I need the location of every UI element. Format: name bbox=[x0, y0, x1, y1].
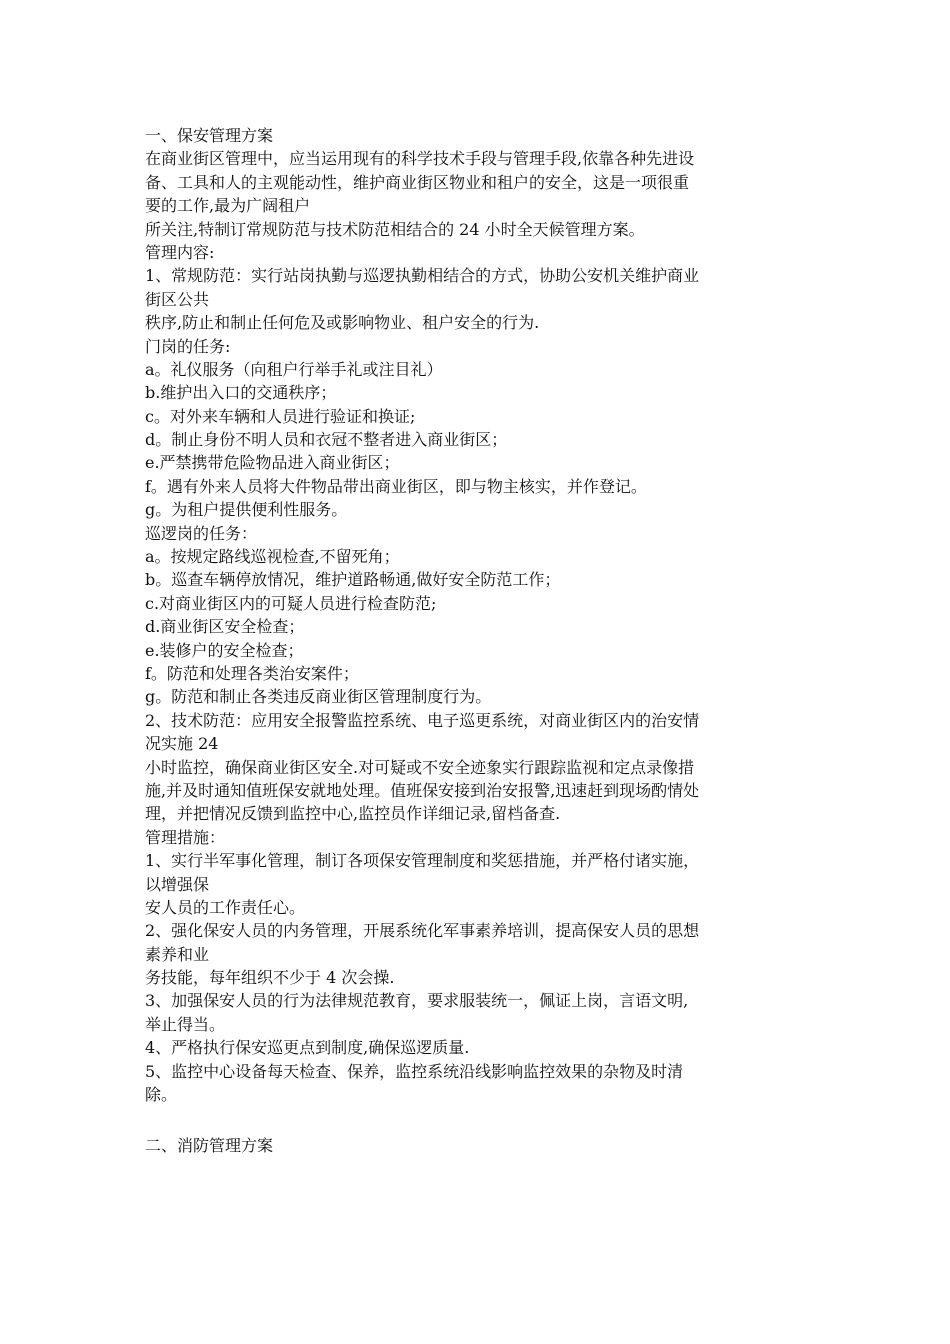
text-line: g。防范和制止各类违反商业街区管理制度行为。 bbox=[145, 687, 492, 707]
text-line: 巡逻岗的任务： bbox=[145, 523, 258, 543]
text-line: e.装修户的安全检查； bbox=[145, 640, 304, 660]
text-line: 施,并及时通知值班保安就地处理。值班保安接到治安报警,迅速赶到现场酌情处 bbox=[145, 780, 700, 800]
text-line: 管理内容: bbox=[145, 242, 215, 262]
text-line: 理，并把情况反馈到监控中心,监控员作详细记录,留档备查. bbox=[145, 804, 561, 824]
text-line: 管理措施： bbox=[145, 827, 226, 847]
section-heading: 一、保安管理方案 bbox=[145, 126, 274, 145]
text-line: b。巡查车辆停放情况，维护道路畅通,做好安全防范工作； bbox=[145, 570, 561, 590]
text-line: 街区公共 bbox=[145, 289, 210, 309]
text-line: 1、实行半军事化管理，制订各项保安管理制度和奖惩措施，并严格付诸实施， bbox=[145, 851, 700, 871]
text-line: 安人员的工作责任心。 bbox=[145, 897, 306, 917]
text-line: 要的工作,最为广阔租户 bbox=[145, 196, 311, 216]
text-line: 素养和业 bbox=[145, 944, 210, 964]
text-line: 除。 bbox=[145, 1085, 178, 1105]
text-line: 门岗的任务: bbox=[145, 336, 231, 356]
text-line: 况实施 24 bbox=[145, 734, 219, 754]
text-line: 5、监控中心设备每天检查、保养，监控系统沿线影响监控效果的杂物及时清 bbox=[145, 1061, 684, 1081]
text-line: 所关注,特制订常规防范与技术防范相结合的 24 小时全天候管理方案。 bbox=[145, 219, 645, 239]
text-line: 秩序,防止和制止任何危及或影响物业、租户安全的行为. bbox=[145, 313, 540, 333]
text-line: 以增强保 bbox=[145, 874, 210, 894]
text-line: a。礼仪服务（向租户行举手礼或注目礼） bbox=[145, 359, 443, 379]
text-line: 务技能，每年组织不少于 4 次会操. bbox=[145, 968, 395, 988]
text-line: 4、严格执行保安巡更点到制度,确保巡逻质量. bbox=[145, 1038, 470, 1058]
text-line: 2、技术防范：应用安全报警监控系统、电子巡更系统，对商业街区内的治安情 bbox=[145, 710, 700, 730]
text-line: a。按规定路线巡视检查,不留死角； bbox=[145, 547, 400, 567]
text-line: f。遇有外来人员将大件物品带出商业街区，即与物主核实，并作登记。 bbox=[145, 476, 647, 496]
text-line: 备、工具和人的主观能动性，维护商业街区物业和租户的安全，这是一项很重 bbox=[145, 172, 690, 192]
text-line: 举止得当。 bbox=[145, 1014, 226, 1034]
text-line: 3、加强保安人员的行为法律规范教育，要求服装统一，佩证上岗，言语文明, bbox=[145, 991, 689, 1011]
text-line: e.严禁携带危险物品进入商业街区； bbox=[145, 453, 400, 473]
text-line: 小时监控，确保商业街区安全.对可疑或不安全迹象实行跟踪监视和定点录像措 bbox=[145, 757, 695, 777]
text-line: 在商业街区管理中，应当运用现有的科学技术手段与管理手段,依靠各种先进设 bbox=[145, 149, 695, 169]
text-line: 2、强化保安人员的内务管理，开展系统化军事素养培训，提高保安人员的思想 bbox=[145, 921, 700, 941]
text-line: 1、常规防范：实行站岗执勤与巡逻执勤相结合的方式，协助公安机关维护商业 bbox=[145, 266, 700, 286]
section-heading: 二、消防管理方案 bbox=[145, 1135, 274, 1155]
text-line: c.对商业街区内的可疑人员进行检查防范; bbox=[145, 593, 437, 613]
text-line: b.维护出入口的交通秩序； bbox=[145, 383, 337, 403]
text-line: d。制止身份不明人员和衣冠不整者进入商业街区； bbox=[145, 430, 508, 450]
blank-line bbox=[145, 1106, 810, 1129]
document-body bbox=[145, 124, 810, 1157]
text-line: f。防范和处理各类治安案件； bbox=[145, 663, 359, 683]
text-line: g。为租户提供便利性服务。 bbox=[145, 500, 348, 520]
text-line: c。对外来车辆和人员进行验证和换证; bbox=[145, 406, 416, 426]
text-line: d.商业街区安全检查； bbox=[145, 617, 305, 637]
